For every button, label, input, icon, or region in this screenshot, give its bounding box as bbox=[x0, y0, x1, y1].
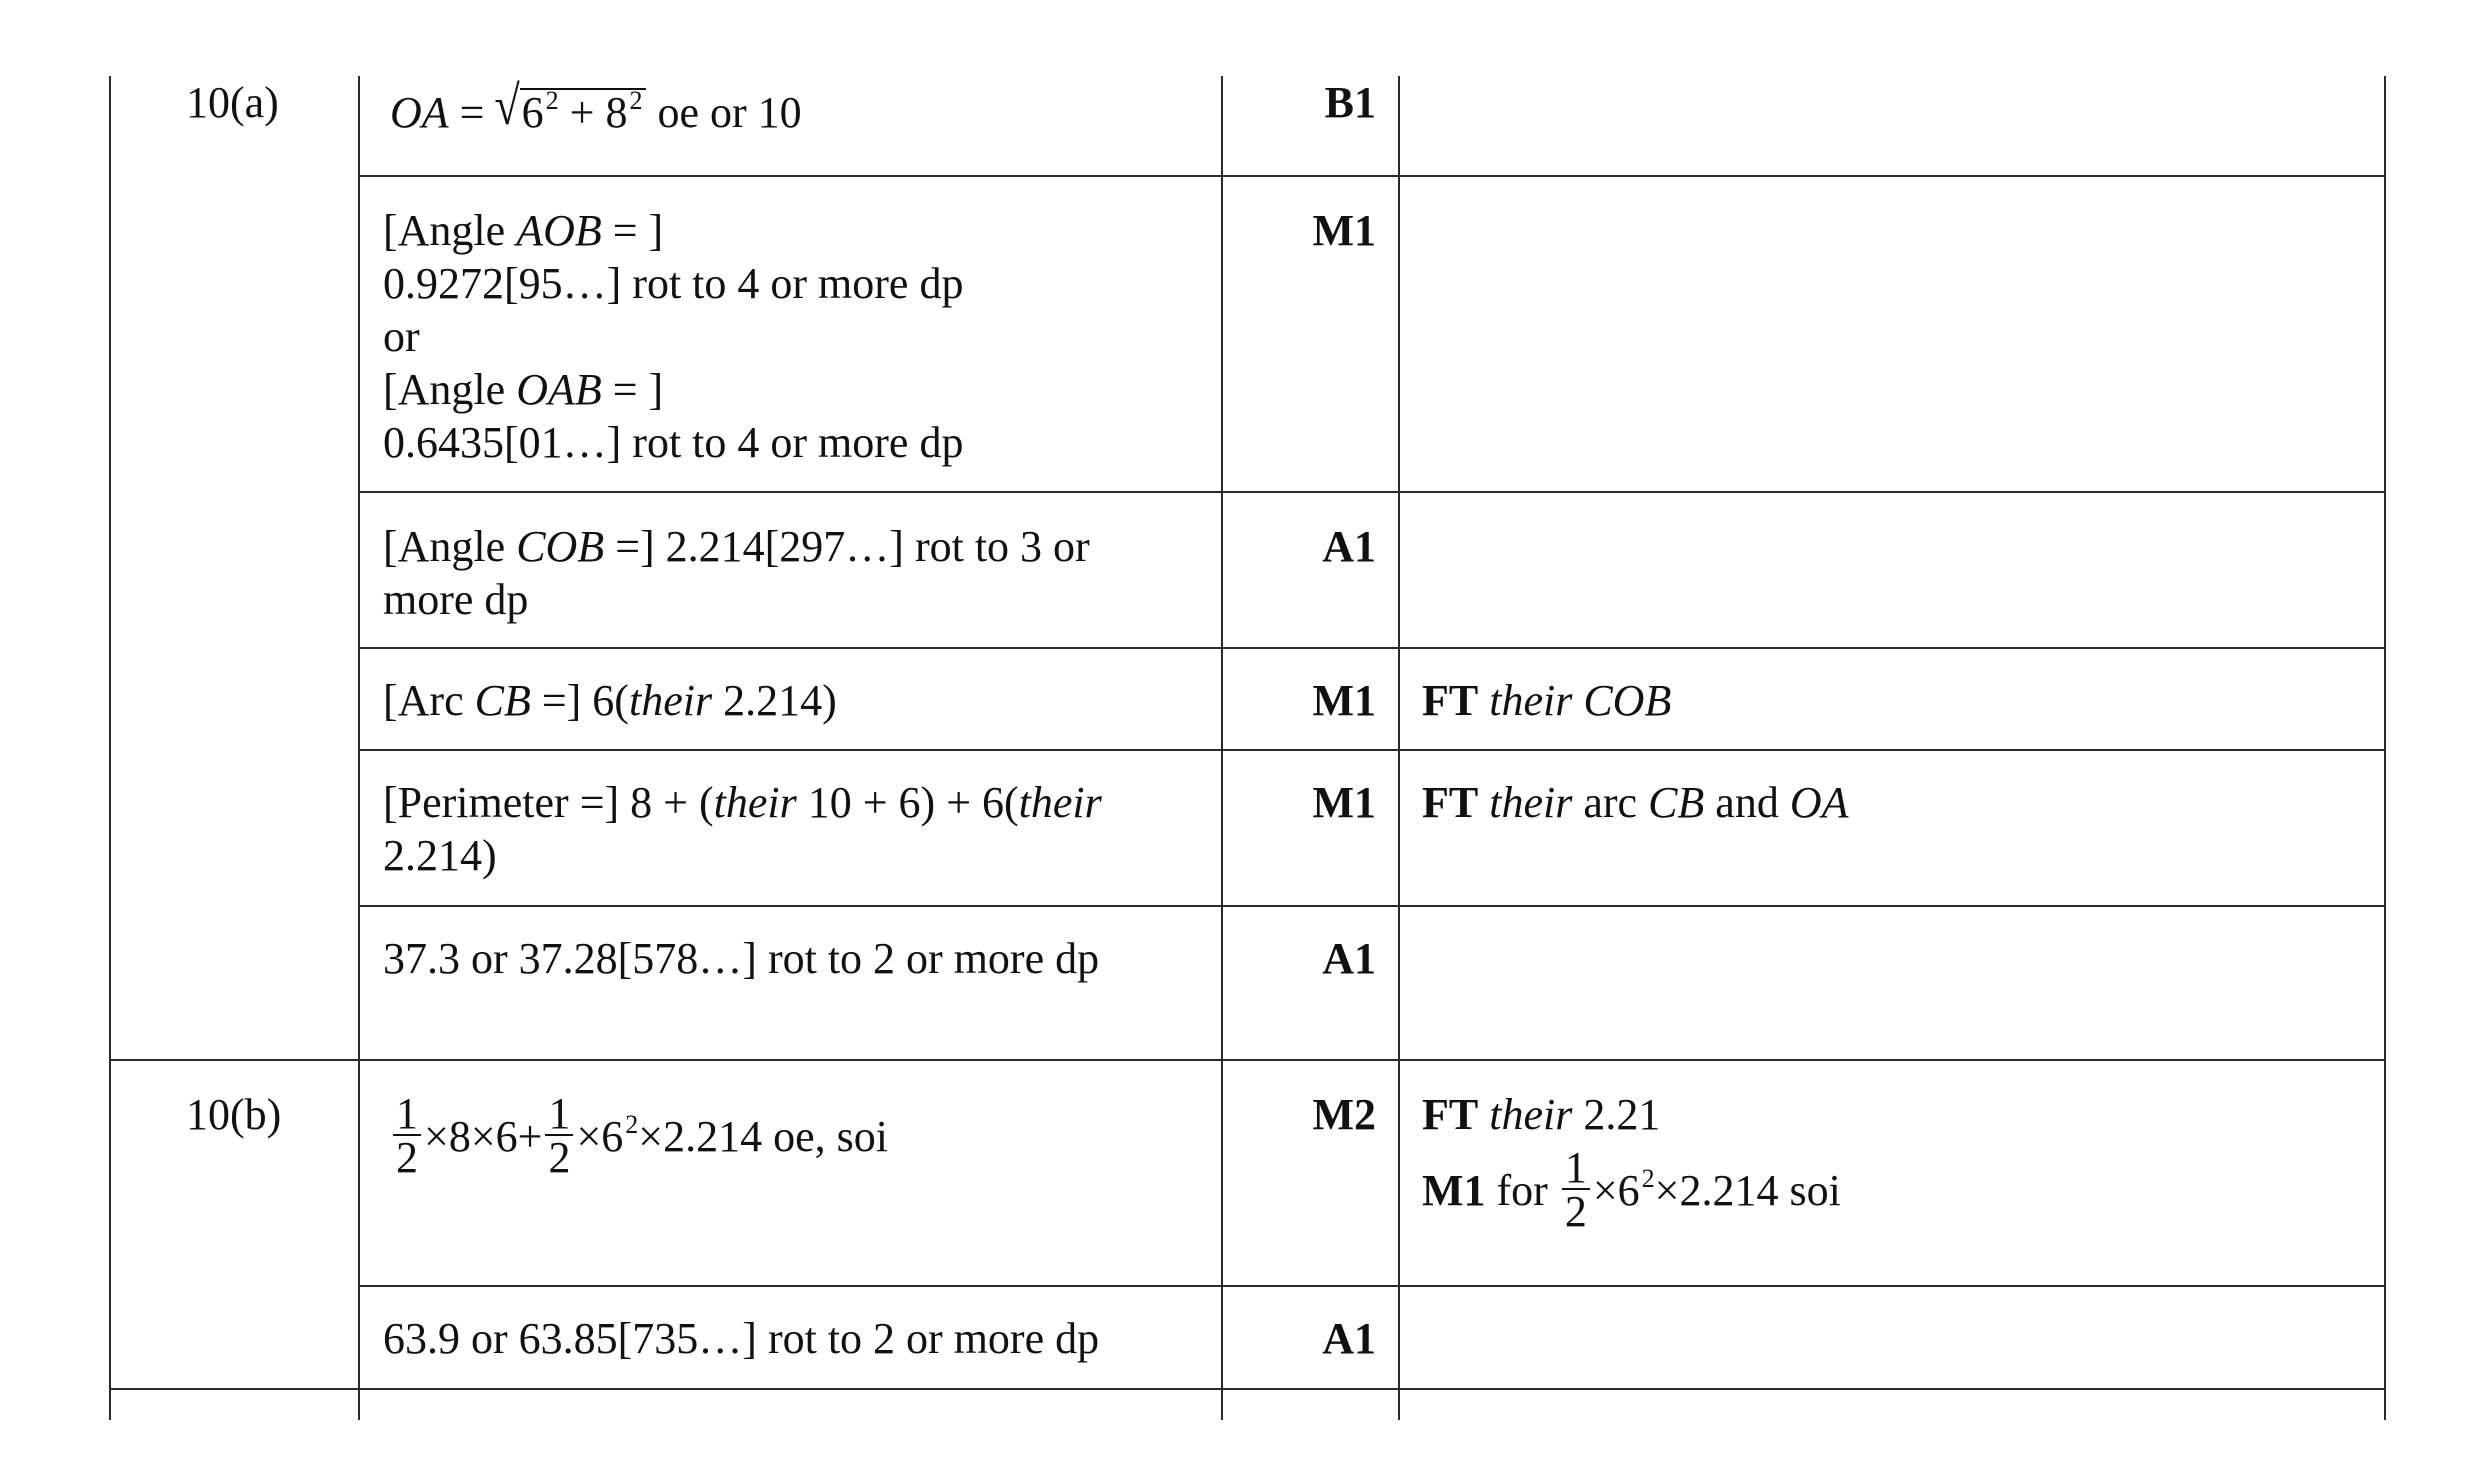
answer-angles bbox=[383, 204, 963, 469]
row-divider-question bbox=[109, 1059, 2386, 1061]
expression-part: ×8×6+ bbox=[424, 1112, 543, 1162]
radicand-b: 8 bbox=[605, 88, 628, 137]
guidance-line: FT their 2.21 bbox=[1422, 1090, 1661, 1139]
mark: M1 bbox=[1312, 676, 1376, 725]
fraction-half: $\frac{1}{2}$ bbox=[545, 1094, 573, 1180]
answer-perimeter bbox=[383, 776, 1102, 882]
exponent: 2 bbox=[629, 86, 643, 115]
answer-tail: oe or 10 bbox=[646, 88, 802, 137]
answer-line: [Angle AOB = ] bbox=[383, 206, 664, 255]
guidance-line: M1 for $\frac{1}{2}$ $\times 6^2\times 2.214$ soi bbox=[1422, 1143, 1841, 1236]
row-divider bbox=[358, 1285, 2386, 1287]
answer-area-value: 63.9 or 63.85[735…] rot to 2 or more dp bbox=[383, 1314, 1100, 1363]
row-divider bbox=[358, 491, 2386, 493]
answer-lhs: OA bbox=[390, 88, 449, 137]
answer-perimeter-value: 37.3 or 37.28[578…] rot to 2 or more dp bbox=[383, 934, 1100, 983]
mark: A1 bbox=[1322, 934, 1376, 983]
row-divider bbox=[358, 175, 2386, 177]
answer-line: [Perimeter =] 8 + (their 10 + 6) + 6(their bbox=[383, 778, 1102, 827]
answer-line: [Angle OAB = ] bbox=[383, 365, 664, 414]
exponent: 2 bbox=[625, 1110, 639, 1140]
plus-sign: + bbox=[558, 88, 606, 137]
mark: M1 bbox=[1312, 778, 1376, 827]
column-divider-question bbox=[358, 76, 360, 1420]
answer-line: 0.9272[95…] rot to 4 or more dp bbox=[383, 259, 964, 308]
radical-sign-icon: √ bbox=[494, 75, 521, 137]
table-border-left bbox=[109, 76, 111, 1420]
row-divider bbox=[358, 647, 2386, 649]
question-number: 10(a) bbox=[186, 78, 279, 127]
expression-part: ×6 bbox=[576, 1112, 624, 1162]
radicand-a: 6 bbox=[521, 88, 544, 137]
row-divider-question bbox=[109, 1388, 2386, 1390]
table-border-right bbox=[2384, 76, 2386, 1420]
mark: A1 bbox=[1322, 522, 1376, 571]
guidance: FT their COB bbox=[1422, 676, 1672, 725]
answer-equals: = bbox=[448, 88, 496, 137]
row-divider bbox=[358, 905, 2386, 907]
answer-tail: oe, soi bbox=[762, 1112, 888, 1162]
mark: M2 bbox=[1312, 1090, 1376, 1139]
mark: B1 bbox=[1324, 78, 1376, 127]
question-number: 10(b) bbox=[186, 1090, 282, 1139]
guidance: FT their arc CB and OA bbox=[1422, 778, 1849, 827]
answer-line: or bbox=[383, 312, 420, 361]
answer-line: 0.6435[01…] rot to 4 or more dp bbox=[383, 418, 964, 467]
exponent: 2 bbox=[545, 86, 559, 115]
answer-area-expression bbox=[390, 1089, 888, 1184]
column-divider-marks bbox=[1398, 76, 1400, 1420]
mark: M1 bbox=[1312, 206, 1376, 255]
answer-oa bbox=[390, 75, 802, 142]
fraction-half: $\frac{1}{2}$ bbox=[393, 1094, 421, 1180]
row-divider bbox=[358, 749, 2386, 751]
answer-angle-cob bbox=[383, 520, 1090, 626]
answer-line: [Angle COB =] 2.214[297…] rot to 3 or bbox=[383, 522, 1090, 571]
answer-line: more dp bbox=[383, 575, 529, 624]
column-divider-answer bbox=[1221, 76, 1223, 1420]
mark: A1 bbox=[1322, 1314, 1376, 1363]
answer-line: 2.214) bbox=[383, 831, 497, 880]
expression-part: ×2.214 bbox=[638, 1112, 763, 1162]
answer-arc-cb: [Arc CB =] 6(their 2.214) bbox=[383, 676, 837, 725]
square-root bbox=[494, 75, 646, 142]
fraction-half: $\frac{1}{2}$ bbox=[1562, 1148, 1590, 1234]
